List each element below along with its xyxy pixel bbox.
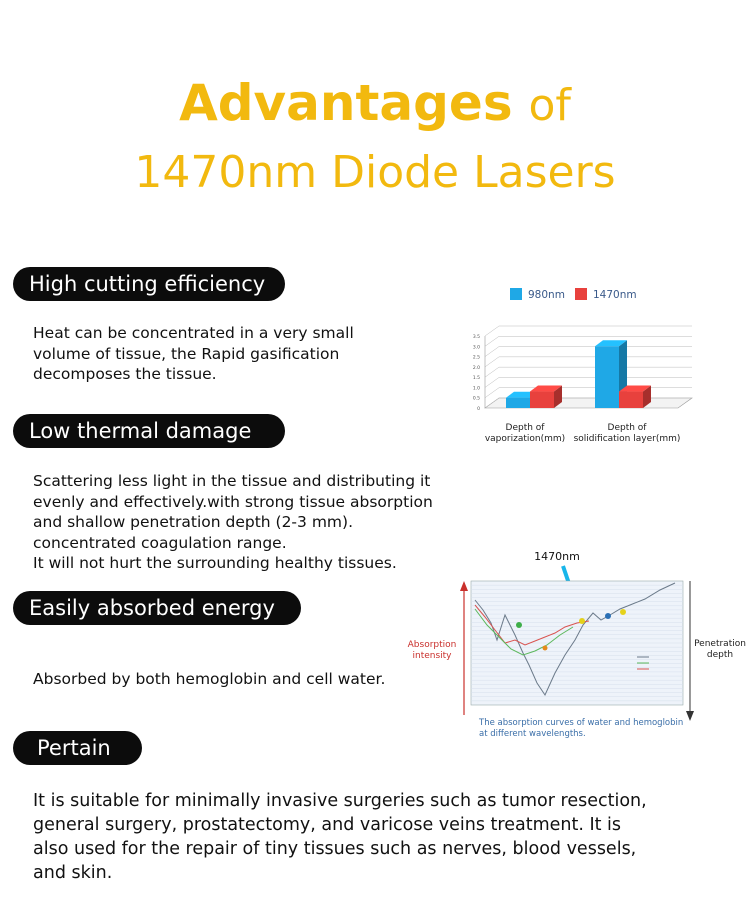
caption-line-1: The absorption curves of water and hemoglobin bbox=[479, 718, 684, 728]
grid-line bbox=[485, 357, 499, 367]
y-tick-label: 0.5 bbox=[472, 396, 480, 402]
page-subtitle: 1470nm Diode Lasers bbox=[134, 147, 616, 198]
section-text-thermal bbox=[33, 471, 433, 574]
section-heading-energy: Easily absorbed energy bbox=[13, 591, 301, 625]
legend-swatch-1470 bbox=[575, 288, 587, 300]
y-tick-label: 1.5 bbox=[472, 376, 480, 382]
category-label-solidification-2: solidification layer(mm) bbox=[573, 434, 681, 444]
text-line: concentrated coagulation range. bbox=[33, 533, 287, 552]
bar-1470-0 bbox=[530, 386, 562, 408]
text-line: It is suitable for minimally invasive surgeries such as tumor resection, bbox=[33, 791, 647, 811]
title-word-advantages: Advantages bbox=[179, 74, 513, 132]
right-label-line-1: Penetration bbox=[694, 639, 746, 649]
text-line: general surgery, prostatectomy, and varicose veins treatment. It is bbox=[33, 815, 622, 835]
grid-line bbox=[485, 377, 499, 387]
marker-point bbox=[605, 613, 611, 619]
section-text-energy bbox=[33, 669, 385, 690]
title-word-of: of bbox=[528, 80, 571, 131]
marker-point bbox=[579, 618, 585, 624]
text-line: It will not hurt the surrounding healthy tissues. bbox=[33, 554, 397, 572]
arrow-head-up-icon bbox=[460, 581, 468, 591]
marker-point bbox=[516, 622, 522, 628]
text-line: and skin. bbox=[33, 863, 113, 883]
grid-line bbox=[485, 326, 499, 336]
bar-1470-1-front bbox=[619, 392, 643, 408]
section-text-pertain bbox=[33, 789, 647, 885]
text-line: evenly and effectively.with strong tissue absorption bbox=[33, 492, 433, 511]
text-line: Absorbed by both hemoglobin and cell water. bbox=[33, 670, 386, 688]
text-line: also used for the repair of tiny tissues such as nerves, blood vessels, bbox=[33, 839, 637, 859]
legend-swatch-980 bbox=[510, 288, 522, 300]
y-tick-label: 1.0 bbox=[472, 386, 480, 392]
marker-point bbox=[620, 609, 626, 615]
section-heading-thermal: Low thermal damage bbox=[13, 414, 285, 448]
text-line: Scattering less light in the tissue and distributing it bbox=[33, 472, 431, 490]
category-label-solidification-1: Depth of bbox=[607, 423, 647, 433]
caption-line-2: at different wavelengths. bbox=[479, 729, 586, 739]
bar-1470-0-front bbox=[530, 392, 554, 408]
text-line: volume of tissue, the Rapid gasification bbox=[33, 344, 340, 363]
chart-grid bbox=[473, 326, 692, 412]
bar-980-0-front bbox=[506, 398, 530, 408]
category-label-vaporization-2: vaporization(mm) bbox=[484, 434, 566, 444]
legend-label-980: 980nm bbox=[528, 289, 565, 301]
section-heading-cutting: High cutting efficiency bbox=[13, 267, 285, 301]
marker-point bbox=[543, 646, 548, 651]
y-label-line-1: Absorption bbox=[407, 640, 457, 650]
arrow-head-down-icon bbox=[686, 711, 694, 721]
grid-line bbox=[485, 367, 499, 377]
legend-label-1470: 1470nm bbox=[593, 289, 637, 301]
text-line: decomposes the tissue. bbox=[33, 365, 217, 383]
grid-line bbox=[485, 347, 499, 357]
absorption-chart bbox=[405, 545, 750, 745]
category-label-vaporization-1: Depth of bbox=[505, 423, 545, 433]
grid-line bbox=[485, 336, 499, 346]
callout-1470nm: 1470nm bbox=[534, 550, 580, 563]
section-heading-pertain: Pertain bbox=[13, 731, 142, 765]
grid-line bbox=[485, 388, 499, 398]
text-line: and shallow penetration depth (2-3 mm). bbox=[33, 513, 353, 531]
text-line: Heat can be concentrated in a very small bbox=[33, 324, 354, 342]
right-label-line-2: depth bbox=[706, 650, 734, 660]
bar-980-1-front bbox=[595, 346, 619, 408]
y-tick-label: 3.5 bbox=[472, 335, 480, 340]
bar-chart-depth bbox=[440, 278, 740, 450]
bar-1470-1 bbox=[619, 386, 651, 408]
y-tick-label: 2.5 bbox=[472, 355, 480, 361]
page-title bbox=[0, 70, 750, 139]
y-label-line-2: intensity bbox=[412, 651, 452, 661]
y-tick-label: 3.0 bbox=[472, 345, 480, 351]
y-tick-label: 2.0 bbox=[472, 365, 480, 371]
section-text-cutting bbox=[33, 323, 354, 385]
y-tick-label: 0 bbox=[477, 407, 480, 412]
